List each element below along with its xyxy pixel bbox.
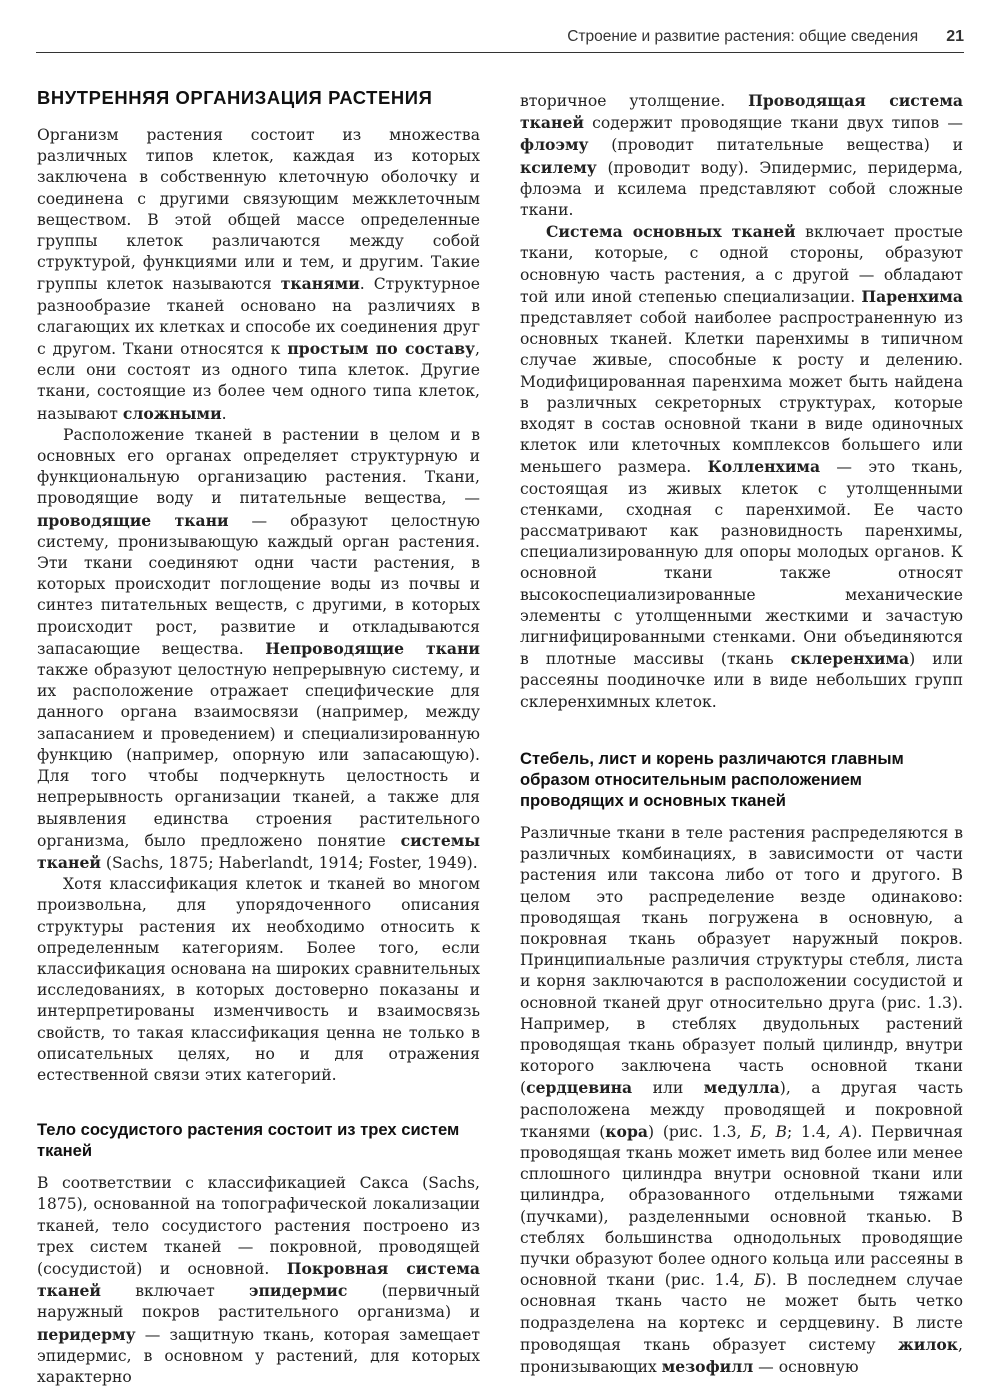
page-number: 21 [946, 28, 964, 45]
left-column [37, 86, 480, 1388]
paragraph: Хотя классификация клеток и тканей во многом произвольна, для упорядоченного описания структуры растения их необходимо относить к определенным категориям. Более того, если классификация основана на широких сравнительных исследованиях, в которых достоверно показаны и интерпретированы изменчивость и взаимосвязь свойств, то такая классификация ценна не только в описательных целях, но и для отражения естественной связи этих категорий. [37, 875, 480, 1084]
paragraph: Расположение тканей в растении в целом и в основных его органах определяет структурную и функциональную организацию растения. Ткани, проводящие воду и питательные вещества, — проводящие ткани — образуют целостную систему, пронизывающую каждый орган растения. Эти ткани соединяют одни части растения, в которых происходит поглощение воды из почвы и синтез питательных веществ, с другими, в которых происходит рост, развитие и откладываются запасающие вещества. Непроводящие ткани также образуют целостную непрерывную систему, и их расположение отражает специфические для данного органа взаимосвязи (например, между запасанием и проведением) и специализированную функцию (например, опорную или запасающую). Для того чтобы подчеркнуть целостность и непрерывность организации тканей, а также для выявления единства строения растительного организма, было предложено понятие системы тканей (Sachs, 1875; Haberlandt, 1914; Foster, 1949). [37, 425, 480, 872]
paragraph: В соответствии с классификацией Сакса (Sachs, 1875), основанной на топографической локализации тканей, тело сосудистого растения построено из трех систем тканей — покровной, проводящей (сосудистой) и основной. Покровная система тканей включает эпидермис (первичный наружный покров растительного организма) и перидерму — защитную ткань, которая замещает эпидермис, в основном у растений, для которых характерно [37, 1174, 480, 1386]
running-head-title: Строение и развитие растения: общие сведения [567, 28, 919, 45]
section-heading: ВНУТРЕННЯЯ ОРГАНИЗАЦИЯ РАСТЕНИЯ [37, 87, 433, 108]
paragraph: Различные ткани в теле растения распределяются в различных комбинациях, в зависимости от части растения или таксона либо от того и другого. В целом это распределение везде одинаково: проводящая ткань погружена в основную, а покровная ткань образует наружный покров. Принципиальные различия структуры стебля, листа и корня заключаются в расположении сосудистой и основной тканей друг относительно друга (рис. 1.3). Например, в стеблях двудольных растений проводящая ткань образует полый цилиндр, внутри которого заключена часть основной ткани (сердцевина или медулла), а другая часть расположена между проводящей и покровной тканями (кора) (рис. 1.3, Б, В; 1.4, А). Первичная проводящая ткань может иметь вид более или менее сплошного цилиндра внутри основной ткани или цилиндра, образованного отдельными тяжами (пучками), разделенными основной тканью. В стеблях большинства однодольных проводящие пучки образуют более одного кольца или рассеяны в основной ткани (рис. 1.4, Б). В последнем случае основная ткань часто не может быть четко подразделена на кортекс и сердцевину. В листе проводящая ткань образует систему жилок, пронизывающих мезофилл — основную [520, 823, 963, 1376]
paragraph: вторичное утолщение. Проводящая система тканей содержит проводящие ткани двух типов — флоэму (проводит питательные вещества) и ксилему (проводит воду). Эпидермис, перидерма, флоэма и ксилема представляют собой сложные ткани. [520, 91, 963, 220]
running-head [36, 28, 964, 53]
subsection-heading: Стебель, лист и корень различаются главным образом относительным расположением проводящих и основных тканей [520, 748, 904, 810]
right-column [520, 90, 963, 1378]
paragraph: Организм растения состоит из множества различных типов клеток, каждая из которых заключена в собственную клеточную оболочку и соединена с другими связующим межклеточным веществом. В этой общей массе определенные группы клеток различаются между собой структурой, функциями или и тем, и другим. Такие группы клеток называются тканями. Структурное разнообразие тканей основано на различиях в слагающих их клетках и способе их соединения друг с другом. Ткани относятся к простым по составу, если они состоят из одного типа клеток. Другие ткани, состоящие из более чем одного типа клеток, называют сложными. [37, 126, 481, 423]
paragraph: Система основных тканей включает простые ткани, которые, с одной стороны, образуют основную часть растения, а с другой — обладают той или иной степенью специализации. Паренхима представляет собой наиболее распространенную из основных тканей. Клетки паренхимы в типичном случае живые, способные к росту и делению. Модифицированная паренхима может быть найдена в различных секреторных структурах, которые входят в состав основной ткани в виде одиночных клеток или клеточных комплексов большего или меньшего размера. Колленхима — это ткань, состоящая из живых клеток с утолщенными стенками, сходная с паренхимой. Ее часто рассматривают как разновидность паренхимы, специализированную для опоры молодых органов. К основной ткани также относят высокоспециализированные механические элементы с утолщенными жесткими и зачастую лигнифицированными стенками. Они объединяются в плотные массивы (ткань склеренхима) или рассеяны поодиночке или в виде небольших групп склеренхимных клеток. [520, 222, 963, 711]
subsection-heading: Тело сосудистого растения состоит из трех систем тканей [37, 1120, 460, 1161]
